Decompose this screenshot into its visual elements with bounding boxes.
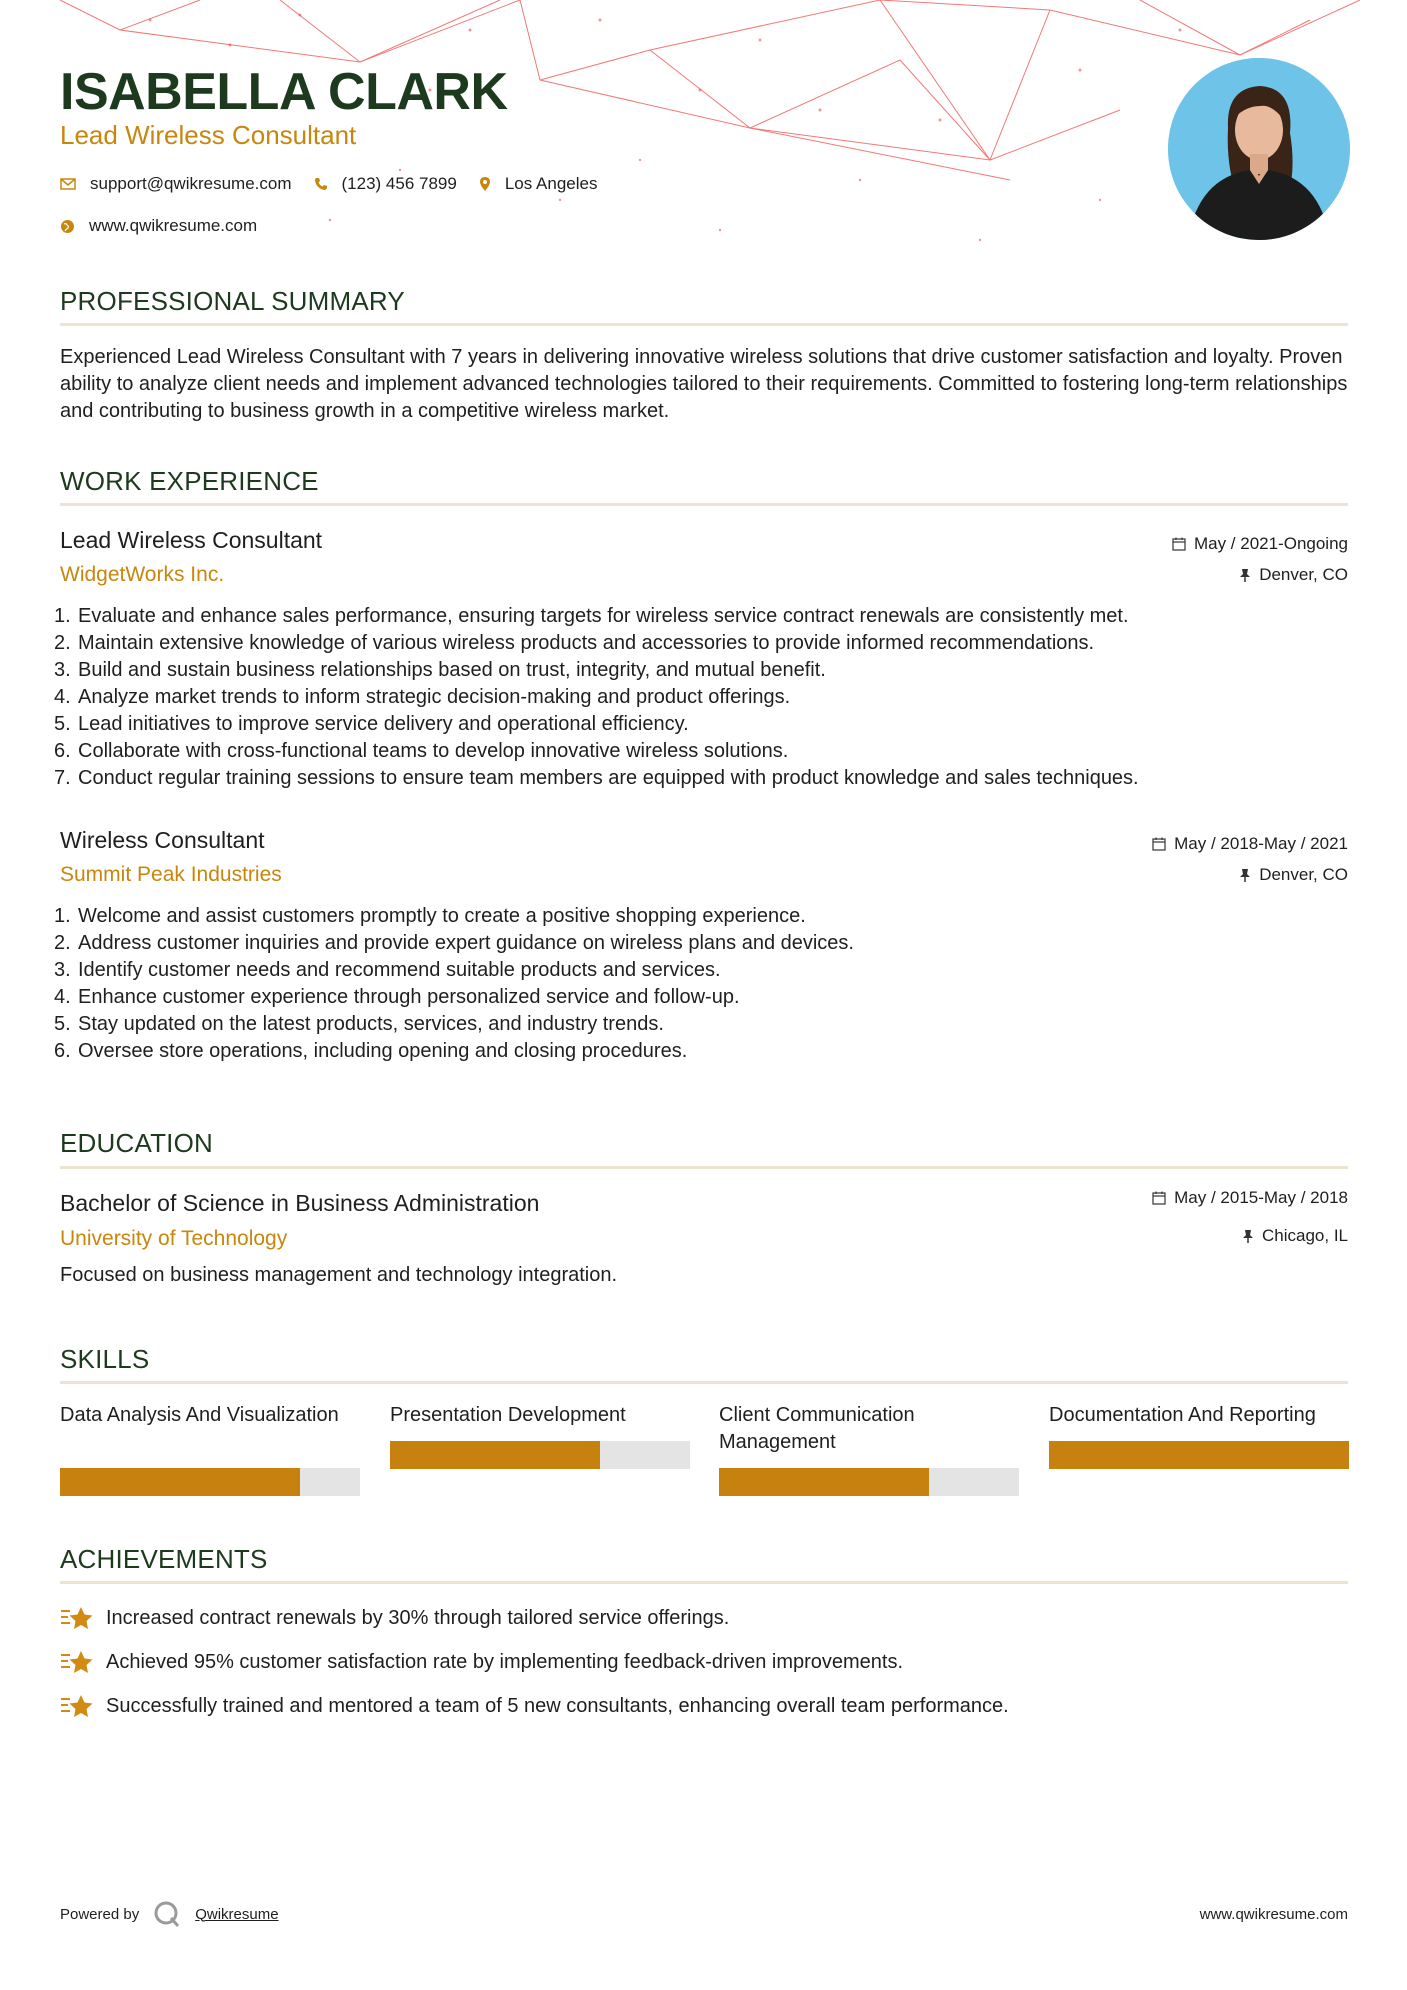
achievement-text: Successfully trained and mentored a team of 5 new consultants, enhancing overall team performance. <box>106 1694 1009 1717</box>
education-heading: EDUCATION <box>60 1128 213 1158</box>
education-description: Focused on business management and technology integration. <box>60 1264 618 1286</box>
list-item: 1. Evaluate and enhance sales performance, ensuring targets for wireless service contract renewals are consistently met. <box>54 605 1129 627</box>
job-location-text: Denver, CO <box>1259 565 1348 584</box>
job-location <box>1239 565 1348 585</box>
job-responsibilities <box>54 603 1354 792</box>
list-item: 4. Analyze market trends to inform strategic decision-making and product offerings. <box>54 686 791 708</box>
achievement-item <box>60 1649 903 1675</box>
star-badge-icon <box>60 1693 94 1719</box>
skill-bar-fill <box>1049 1441 1349 1469</box>
school-name: University of Technology <box>60 1227 288 1250</box>
footer-website[interactable]: www.qwikresume.com <box>1199 1906 1348 1923</box>
skill-bar <box>1049 1441 1349 1469</box>
list-item: 6. Collaborate with cross-functional teams to develop innovative wireless solutions. <box>54 740 789 762</box>
list-item: 3. Identify customer needs and recommend suitable products and services. <box>54 959 721 981</box>
job-title: Wireless Consultant <box>60 827 265 853</box>
location-text: Los Angeles <box>504 174 598 193</box>
achievement-item <box>60 1605 729 1631</box>
list-item: 5. Lead initiatives to improve service delivery and operational efficiency. <box>54 713 689 735</box>
experience-divider <box>60 503 1348 506</box>
skill-item <box>390 1402 690 1429</box>
education-divider <box>60 1166 1348 1169</box>
job-dates-text: May / 2018-May / 2021 <box>1174 834 1348 853</box>
education-location <box>1242 1226 1348 1246</box>
summary-heading: PROFESSIONAL SUMMARY <box>60 286 405 316</box>
skill-name: Data Analysis And Visualization <box>60 1404 339 1426</box>
person-portrait-icon <box>1168 58 1350 240</box>
website-contact[interactable] <box>60 216 257 236</box>
skill-name: Client Communication Management <box>719 1404 915 1453</box>
achievements-heading: ACHIEVEMENTS <box>60 1544 268 1574</box>
job-dates <box>1172 534 1348 554</box>
phone-text: (123) 456 7899 <box>341 174 457 193</box>
skill-bar <box>60 1468 360 1496</box>
list-item: 2. Maintain extensive knowledge of various wireless products and accessories to provide informed recommendations. <box>54 632 1095 654</box>
list-item: 1. Welcome and assist customers promptly to create a positive shopping experience. <box>54 905 806 927</box>
skill-item <box>60 1402 360 1429</box>
calendar-icon <box>1172 537 1186 551</box>
email-contact[interactable] <box>60 174 292 194</box>
qwikresume-logo-icon <box>153 1900 181 1928</box>
website-text: www.qwikresume.com <box>89 216 258 235</box>
achievement-text: Achieved 95% customer satisfaction rate by implementing feedback-driven improvements. <box>106 1650 904 1673</box>
qwikresume-link[interactable]: Qwikresume <box>195 1905 279 1923</box>
pushpin-icon <box>1239 868 1251 882</box>
achievement-text: Increased contract renewals by 30% through tailored service offerings. <box>106 1606 730 1629</box>
job-dates <box>1152 834 1348 854</box>
footer-powered-by <box>60 1900 279 1928</box>
achievement-item <box>60 1693 1009 1719</box>
skill-name: Presentation Development <box>390 1404 626 1426</box>
skill-name: Documentation And Reporting <box>1049 1404 1316 1426</box>
company-name: Summit Peak Industries <box>60 863 282 886</box>
candidate-title: Lead Wireless Consultant <box>60 120 357 150</box>
skill-item <box>1049 1402 1349 1429</box>
job-location <box>1239 865 1348 885</box>
pushpin-icon <box>1242 1229 1254 1243</box>
summary-text: Experienced Lead Wireless Consultant with 7 years in delivering innovative wireless solutions that drive customer satisfaction and loyalty. Proven ability to analyze client needs and implement advanced technologies tailored to their requirements. Committed to fostering long-term relationships and contributing to business growth in a competitive wireless market. <box>60 346 1348 422</box>
list-item: 6. Oversee store operations, including opening and closing procedures. <box>54 1040 688 1062</box>
globe-icon <box>60 219 75 234</box>
website-row <box>60 216 279 236</box>
education-dates-text: May / 2015-May / 2018 <box>1174 1188 1348 1207</box>
contact-row <box>60 174 619 194</box>
list-item: 4. Enhance customer experience through personalized service and follow-up. <box>54 986 740 1008</box>
map-pin-icon <box>479 176 491 192</box>
degree-title: Bachelor of Science in Business Administration <box>60 1190 540 1216</box>
skill-item <box>719 1402 1019 1456</box>
job-responsibilities <box>54 903 1354 1065</box>
email-text: support@qwikresume.com <box>90 174 292 193</box>
job-title: Lead Wireless Consultant <box>60 527 323 553</box>
star-badge-icon <box>60 1649 94 1675</box>
skill-bar-fill <box>719 1468 929 1496</box>
phone-icon <box>314 177 328 191</box>
education-dates <box>1152 1188 1348 1208</box>
candidate-name: ISABELLA CLARK <box>60 63 508 121</box>
skills-heading: SKILLS <box>60 1344 150 1374</box>
company-name: WidgetWorks Inc. <box>60 563 225 586</box>
list-item: 3. Build and sustain business relationships based on trust, integrity, and mutual benefit. <box>54 659 826 681</box>
list-item: 5. Stay updated on the latest products, services, and industry trends. <box>54 1013 664 1035</box>
location-contact <box>479 174 598 194</box>
powered-by-label: Powered by <box>60 1905 140 1923</box>
list-item: 2. Address customer inquiries and provide expert guidance on wireless plans and devices. <box>54 932 854 954</box>
skills-divider <box>60 1381 1348 1384</box>
skill-bar-fill <box>390 1441 600 1469</box>
job-location-text: Denver, CO <box>1259 865 1348 884</box>
calendar-icon <box>1152 1191 1166 1205</box>
skill-bar <box>719 1468 1019 1496</box>
star-badge-icon <box>60 1605 94 1631</box>
skill-bar <box>390 1441 690 1469</box>
phone-contact[interactable] <box>314 174 457 194</box>
envelope-icon <box>60 178 76 190</box>
achievements-divider <box>60 1581 1348 1584</box>
profile-photo <box>1168 58 1350 240</box>
pushpin-icon <box>1239 568 1251 582</box>
list-item: 7. Conduct regular training sessions to ensure team members are equipped with product knowledge and sales techniques. <box>54 767 1139 789</box>
experience-heading: WORK EXPERIENCE <box>60 466 319 496</box>
calendar-icon <box>1152 837 1166 851</box>
job-dates-text: May / 2021-Ongoing <box>1193 534 1348 553</box>
summary-divider <box>60 323 1348 326</box>
skill-bar-fill <box>60 1468 300 1496</box>
education-location-text: Chicago, IL <box>1262 1226 1348 1245</box>
